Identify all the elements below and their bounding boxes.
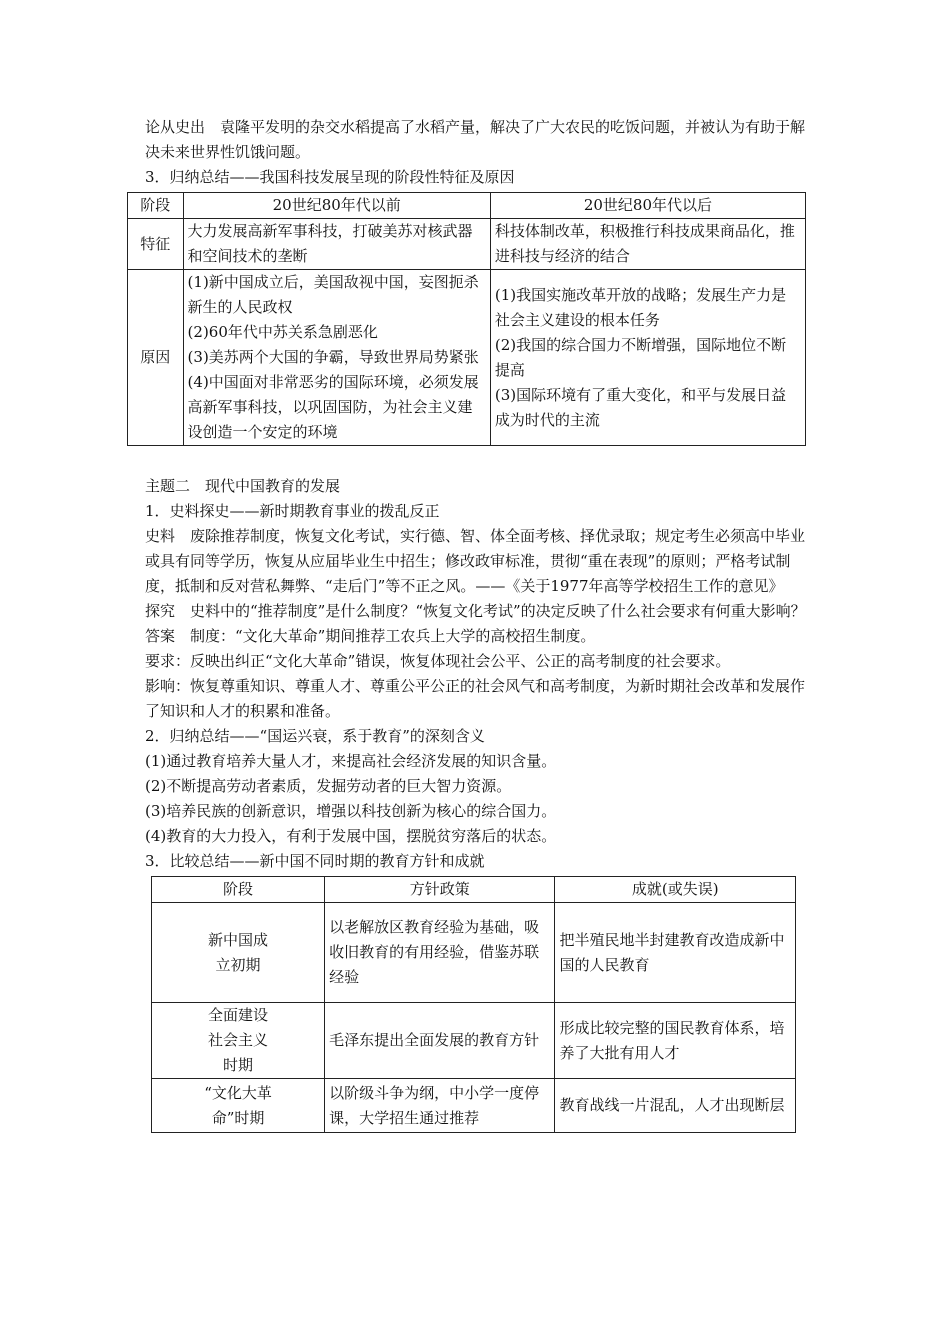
- header-after-80s: 20世纪80年代以后: [490, 193, 805, 219]
- header-result: 成就(或失误): [555, 877, 796, 903]
- stage-cell: 全面建设 社会主义 时期: [152, 1003, 325, 1079]
- table-header-row: [152, 877, 796, 903]
- stage-cell: 新中国成 立初期: [152, 903, 325, 1003]
- table-row-feature: [128, 219, 806, 270]
- section-heading-3: 3．归纳总结——我国科技发展呈现的阶段性特征及原因: [145, 168, 515, 186]
- result-cell: 形成比较完整的国民教育体系，培养了大批有用人才: [555, 1003, 796, 1079]
- reasons-before: [183, 270, 490, 446]
- header-stage: 阶段: [152, 877, 325, 903]
- answer-paragraph: 答案 制度：“文化大革命”期间推荐工农兵上大学的高校招生制度。: [145, 627, 596, 645]
- result-cell: 把半殖民地半封建教育改造成新中国的人民教育: [555, 903, 796, 1003]
- reason-item: (1)新中国成立后，美国敌视中国，妄图扼杀新生的人民政权: [187, 273, 479, 316]
- policy-cell: 以老解放区教育经验为基础，吸收旧教育的有用经验，借鉴苏联经验: [325, 903, 555, 1003]
- table-row: [152, 903, 796, 1003]
- theme-title: 主题二 现代中国教育的发展: [145, 477, 341, 495]
- reason-item: (3)美苏两个大国的争霸，导致世界局势紧张: [187, 348, 479, 366]
- feature-after: 科技体制改革，积极推行科技成果商品化，推进科技与经济的结合: [490, 219, 805, 270]
- table-header-row: [128, 193, 806, 219]
- reason-item: (4)中国面对非常恶劣的国际环境，必须发展高新军事科技，以巩固国防，为社会主义建设创造一个安定的环境: [187, 373, 479, 441]
- stage-cell: “文化大革 命”时期: [152, 1079, 325, 1133]
- theme-heading-3: 3．比较总结——新中国不同时期的教育方针和成就: [145, 852, 485, 870]
- theme-heading-1: 1．史料探史——新时期教育事业的拨乱反正: [145, 502, 440, 520]
- source-paragraph: 史料 废除推荐制度，恢复文化考试，实行德、智、体全面考核、择优录取；规定考生必须高中毕业或具有同等学历，恢复从应届毕业生中招生；修改政审标准，贯彻“重在表现”的原则；严格考试制度，抵制和反对营私舞弊、“走后门”等不正之风。——《关于1977年高等学校招生工作的意见》: [145, 527, 806, 595]
- reason-item: (3)国际环境有了重大变化，和平与发展日益成为时代的主流: [494, 385, 787, 429]
- theme-heading-2: 2．归纳总结——“国运兴衰，系于教育”的深刻含义: [145, 727, 485, 745]
- list-item: (3)培养民族的创新意识，增强以科技创新为核心的综合国力。: [145, 802, 557, 820]
- influence-paragraph: 影响：恢复尊重知识、尊重人才、尊重公平公正的社会风气和高考制度，为新时期社会改革和发展作了知识和人才的积累和准备。: [145, 677, 806, 720]
- tech-stage-table: [127, 192, 806, 446]
- document-content: [140, 115, 813, 1133]
- intro-paragraph: 论从史出 袁隆平发明的杂交水稻提高了水稻产量，解决了广大农民的吃饭问题，并被认为有助于解决未来世界性饥饿问题。: [145, 118, 806, 161]
- result-cell: 教育战线一片混乱，人才出现断层: [555, 1079, 796, 1133]
- row-label-feature: 特征: [128, 219, 184, 270]
- explore-paragraph: 探究 史料中的“推荐制度”是什么制度？“恢复文化考试”的决定反映了什么社会要求有何重大影响？: [145, 602, 806, 620]
- list-item: (4)教育的大力投入，有利于发展中国，摆脱贫穷落后的状态。: [145, 827, 557, 845]
- header-stage: 阶段: [128, 193, 184, 219]
- policy-cell: 以阶级斗争为纲，中小学一度停课，大学招生通过推荐: [325, 1079, 555, 1133]
- list-item: (1)通过教育培养大量人才，来提高社会经济发展的知识含量。: [145, 752, 557, 770]
- reason-item: (2)我国的综合国力不断增强，国际地位不断提高: [494, 335, 787, 379]
- policy-cell: 毛泽东提出全面发展的教育方针: [325, 1003, 555, 1079]
- row-label-reason: 原因: [128, 270, 184, 446]
- header-before-80s: 20世纪80年代以前: [183, 193, 490, 219]
- list-item: (2)不断提高劳动者素质，发掘劳动者的巨大智力资源。: [145, 777, 512, 795]
- feature-before: 大力发展高新军事科技，打破美苏对核武器和空间技术的垄断: [183, 219, 490, 270]
- header-policy: 方针政策: [325, 877, 555, 903]
- table-row: [152, 1003, 796, 1079]
- requirement-paragraph: 要求：反映出纠正“文化大革命”错误，恢复体现社会公平、公正的高考制度的社会要求。: [145, 652, 731, 670]
- table-row: [152, 1079, 796, 1133]
- reason-item: (2)60年代中苏关系急剧恶化: [187, 323, 378, 341]
- education-policy-table: [151, 876, 796, 1133]
- reason-item: (1)我国实施改革开放的战略；发展生产力是社会主义建设的根本任务: [494, 285, 787, 329]
- table-row-reason: [128, 270, 806, 446]
- reasons-after: [490, 270, 805, 446]
